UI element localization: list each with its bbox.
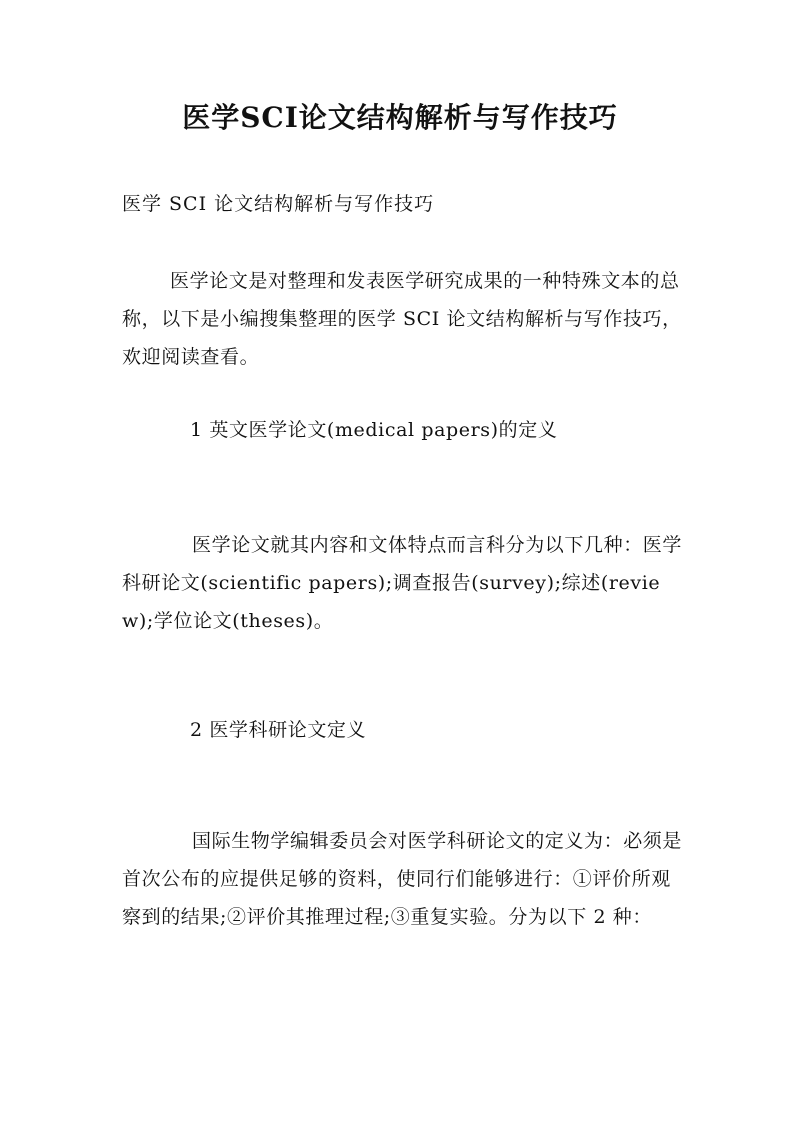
intro-paragraph: 医学论文是对整理和发表医学研究成果的一种特殊文本的总称，以下是小编搜集整理的医学 SCI 论文结构解析与写作技巧，欢迎阅读查看。 (122, 270, 682, 368)
section-heading-1: 1 英文医学论文(medical papers)的定义 (190, 419, 558, 441)
section-heading-2: 2 医学科研论文定义 (190, 719, 367, 741)
definition-paragraph: 国际生物学编辑委员会对医学科研论文的定义为：必须是首次公布的应提供足够的资料，使同行们能够进行：①评价所观察到的结果;②评价其推理过程;③重复实验。分为以下 2 种： (122, 830, 683, 928)
document-subtitle: 医学 SCI 论文结构解析与写作技巧 (122, 193, 435, 215)
document-title: 医学SCI论文结构解析与写作技巧 (182, 101, 618, 134)
types-paragraph: 医学论文就其内容和文体特点而言科分为以下几种：医学科研论文(scientific papers);调查报告(survey);综述(review);学位论文(theses)。 (122, 534, 683, 632)
